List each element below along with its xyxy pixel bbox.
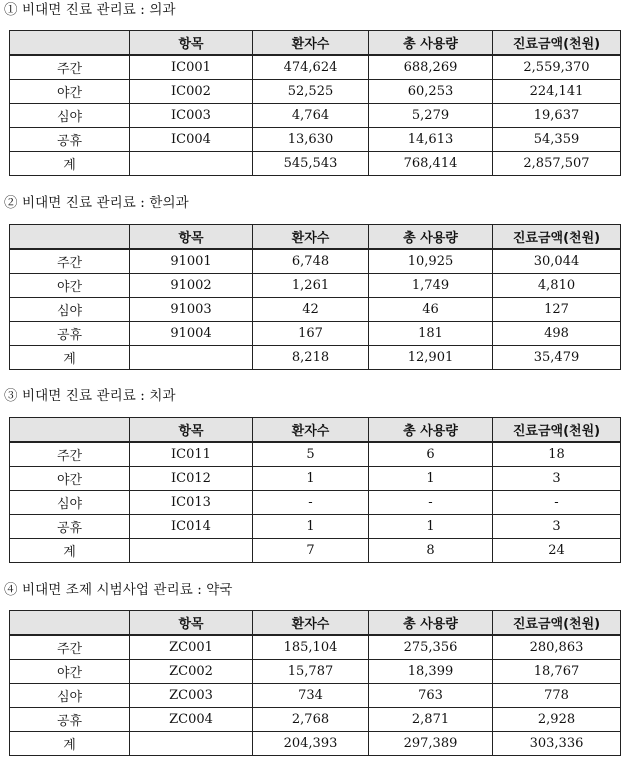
header-patients: 환자수 (253, 418, 369, 443)
code-cell: IC002 (130, 80, 253, 104)
total-row (10, 539, 621, 563)
usage-cell: 2,871 (369, 708, 493, 732)
patients-cell: 8,218 (253, 346, 369, 370)
period-cell: 심야 (10, 684, 130, 708)
table-row (10, 515, 621, 539)
period-cell: 계 (10, 346, 130, 370)
total-row (10, 346, 621, 370)
table-row (10, 467, 621, 491)
amount-cell: 778 (493, 684, 621, 708)
code-cell (130, 346, 253, 370)
table-header-row (10, 611, 621, 636)
header-blank (10, 611, 130, 636)
code-cell: IC004 (130, 128, 253, 152)
table-row (10, 249, 621, 274)
table-header-row (10, 418, 621, 443)
table-row (10, 442, 621, 467)
usage-cell: 8 (369, 539, 493, 563)
stats-table (9, 417, 621, 563)
amount-cell: 35,479 (493, 346, 621, 370)
usage-cell: - (369, 491, 493, 515)
usage-cell: 5,279 (369, 104, 493, 128)
header-patients: 환자수 (253, 611, 369, 636)
amount-cell: - (493, 491, 621, 515)
code-cell: IC012 (130, 467, 253, 491)
patients-cell: - (253, 491, 369, 515)
total-row (10, 152, 621, 176)
period-cell: 공휴 (10, 128, 130, 152)
patients-cell: 204,393 (253, 732, 369, 756)
header-item: 항목 (130, 225, 253, 250)
usage-cell: 768,414 (369, 152, 493, 176)
header-amount: 진료금액(천원) (493, 418, 621, 443)
header-amount: 진료금액(천원) (493, 225, 621, 250)
patients-cell: 474,624 (253, 55, 369, 80)
amount-cell: 127 (493, 298, 621, 322)
stats-table (9, 224, 621, 370)
amount-cell: 2,559,370 (493, 55, 621, 80)
patients-cell: 734 (253, 684, 369, 708)
code-cell (130, 152, 253, 176)
table-row (10, 128, 621, 152)
code-cell: ZC003 (130, 684, 253, 708)
table-row (10, 55, 621, 80)
patients-cell: 167 (253, 322, 369, 346)
period-cell: 공휴 (10, 515, 130, 539)
section-title: ② 비대면 진료 관리료 : 한의과 (4, 195, 189, 211)
code-cell: 91001 (130, 249, 253, 274)
usage-cell: 275,356 (369, 635, 493, 660)
period-cell: 계 (10, 152, 130, 176)
header-patients: 환자수 (253, 225, 369, 250)
amount-cell: 3 (493, 515, 621, 539)
usage-cell: 6 (369, 442, 493, 467)
amount-cell: 24 (493, 539, 621, 563)
period-cell: 공휴 (10, 708, 130, 732)
period-cell: 주간 (10, 55, 130, 80)
patients-cell: 42 (253, 298, 369, 322)
usage-cell: 10,925 (369, 249, 493, 274)
amount-cell: 2,857,507 (493, 152, 621, 176)
usage-cell: 1,749 (369, 274, 493, 298)
amount-cell: 280,863 (493, 635, 621, 660)
usage-cell: 60,253 (369, 80, 493, 104)
period-cell: 심야 (10, 104, 130, 128)
patients-cell: 1,261 (253, 274, 369, 298)
header-total-usage: 총 사용량 (369, 31, 493, 56)
usage-cell: 763 (369, 684, 493, 708)
section-title: ④ 비대면 조제 시범사업 관리료 : 약국 (4, 582, 233, 598)
patients-cell: 52,525 (253, 80, 369, 104)
patients-cell: 1 (253, 515, 369, 539)
table-row (10, 274, 621, 298)
header-amount: 진료금액(천원) (493, 31, 621, 56)
header-blank (10, 31, 130, 56)
header-item: 항목 (130, 418, 253, 443)
code-cell: IC001 (130, 55, 253, 80)
usage-cell: 297,389 (369, 732, 493, 756)
code-cell: ZC001 (130, 635, 253, 660)
period-cell: 계 (10, 539, 130, 563)
code-cell: IC011 (130, 442, 253, 467)
period-cell: 공휴 (10, 322, 130, 346)
table-header-row (10, 31, 621, 56)
code-cell: IC013 (130, 491, 253, 515)
table-row (10, 708, 621, 732)
usage-cell: 181 (369, 322, 493, 346)
header-blank (10, 225, 130, 250)
table-row (10, 104, 621, 128)
code-cell (130, 732, 253, 756)
amount-cell: 3 (493, 467, 621, 491)
patients-cell: 5 (253, 442, 369, 467)
period-cell: 야간 (10, 467, 130, 491)
patients-cell: 6,748 (253, 249, 369, 274)
amount-cell: 303,336 (493, 732, 621, 756)
code-cell: ZC004 (130, 708, 253, 732)
total-row (10, 732, 621, 756)
period-cell: 심야 (10, 298, 130, 322)
table-row (10, 491, 621, 515)
code-cell: IC003 (130, 104, 253, 128)
code-cell: 91003 (130, 298, 253, 322)
stats-table (9, 610, 621, 756)
amount-cell: 224,141 (493, 80, 621, 104)
patients-cell: 1 (253, 467, 369, 491)
usage-cell: 688,269 (369, 55, 493, 80)
period-cell: 야간 (10, 80, 130, 104)
table-row (10, 660, 621, 684)
header-total-usage: 총 사용량 (369, 611, 493, 636)
table-row (10, 684, 621, 708)
usage-cell: 1 (369, 467, 493, 491)
header-patients: 환자수 (253, 31, 369, 56)
period-cell: 야간 (10, 274, 130, 298)
period-cell: 주간 (10, 249, 130, 274)
patients-cell: 545,543 (253, 152, 369, 176)
period-cell: 심야 (10, 491, 130, 515)
code-cell (130, 539, 253, 563)
stats-table (9, 30, 621, 176)
usage-cell: 1 (369, 515, 493, 539)
patients-cell: 2,768 (253, 708, 369, 732)
section-title: ① 비대면 진료 관리료 : 의과 (4, 2, 176, 18)
usage-cell: 12,901 (369, 346, 493, 370)
amount-cell: 19,637 (493, 104, 621, 128)
code-cell: 91002 (130, 274, 253, 298)
code-cell: 91004 (130, 322, 253, 346)
amount-cell: 30,044 (493, 249, 621, 274)
patients-cell: 7 (253, 539, 369, 563)
amount-cell: 4,810 (493, 274, 621, 298)
usage-cell: 46 (369, 298, 493, 322)
section-title: ③ 비대면 진료 관리료 : 치과 (4, 388, 176, 404)
code-cell: ZC002 (130, 660, 253, 684)
table-row (10, 635, 621, 660)
patients-cell: 185,104 (253, 635, 369, 660)
amount-cell: 18,767 (493, 660, 621, 684)
header-amount: 진료금액(천원) (493, 611, 621, 636)
period-cell: 계 (10, 732, 130, 756)
amount-cell: 54,359 (493, 128, 621, 152)
amount-cell: 498 (493, 322, 621, 346)
header-total-usage: 총 사용량 (369, 225, 493, 250)
patients-cell: 15,787 (253, 660, 369, 684)
table-row (10, 298, 621, 322)
period-cell: 주간 (10, 442, 130, 467)
patients-cell: 4,764 (253, 104, 369, 128)
header-item: 항목 (130, 31, 253, 56)
table-row (10, 80, 621, 104)
amount-cell: 18 (493, 442, 621, 467)
usage-cell: 18,399 (369, 660, 493, 684)
period-cell: 야간 (10, 660, 130, 684)
amount-cell: 2,928 (493, 708, 621, 732)
period-cell: 주간 (10, 635, 130, 660)
table-row (10, 322, 621, 346)
header-item: 항목 (130, 611, 253, 636)
patients-cell: 13,630 (253, 128, 369, 152)
usage-cell: 14,613 (369, 128, 493, 152)
code-cell: IC014 (130, 515, 253, 539)
header-blank (10, 418, 130, 443)
header-total-usage: 총 사용량 (369, 418, 493, 443)
table-header-row (10, 225, 621, 250)
